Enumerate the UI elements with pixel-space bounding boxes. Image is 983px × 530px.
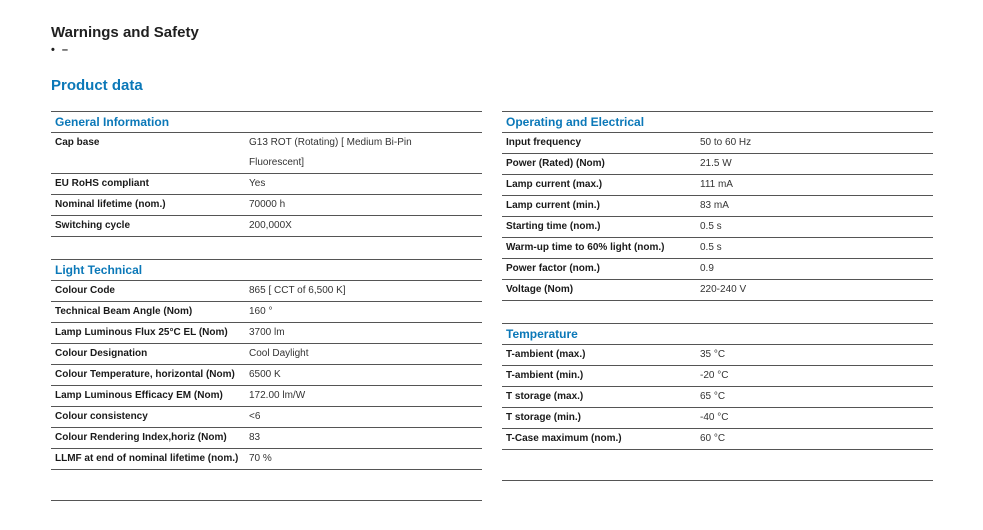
- table-row: [51, 174, 482, 195]
- table-row: [502, 154, 933, 175]
- row-value: 160 °: [249, 306, 273, 317]
- row-value: 35 °C: [700, 349, 726, 360]
- row-label: Colour Rendering Index,horiz (Nom): [55, 432, 227, 443]
- table-row: [51, 195, 482, 216]
- row-value: Yes: [249, 178, 266, 189]
- row-label: Colour Temperature, horizontal (Nom): [55, 369, 235, 380]
- row-value: G13 ROT (Rotating) [ Medium Bi-Pin Fluorescent]: [249, 137, 412, 168]
- table-row: [502, 345, 933, 366]
- row-label: Lamp Luminous Efficacy EM (Nom): [55, 390, 223, 401]
- row-label: Lamp current (max.): [506, 179, 603, 190]
- warnings-title: Warnings and Safety: [51, 24, 199, 41]
- row-value: 0.5 s: [700, 221, 722, 232]
- row-value: 70 %: [249, 453, 272, 464]
- row-label: T storage (max.): [506, 391, 584, 402]
- row-value: 200,000X: [249, 220, 292, 231]
- table-row: [502, 238, 933, 259]
- row-value: 111 mA: [700, 179, 733, 190]
- row-value: 83 mA: [700, 200, 729, 211]
- table-row: [502, 408, 933, 429]
- table-row: [51, 407, 482, 428]
- row-label: Power (Rated) (Nom): [506, 158, 605, 169]
- row-label: T-ambient (max.): [506, 349, 586, 360]
- table-row: [502, 366, 933, 387]
- table-row: [502, 387, 933, 408]
- row-value: 0.9: [700, 263, 714, 274]
- row-value: Cool Daylight: [249, 348, 309, 359]
- row-label: T-Case maximum (nom.): [506, 433, 622, 444]
- row-value: 3700 lm: [249, 327, 285, 338]
- row-label: T-ambient (min.): [506, 370, 584, 381]
- table-row: [51, 302, 482, 323]
- table-row: [51, 323, 482, 344]
- general-information-heading: General Information: [51, 111, 482, 133]
- table-row: [51, 365, 482, 386]
- table-end-rule: [502, 450, 933, 481]
- row-label: Technical Beam Angle (Nom): [55, 306, 193, 317]
- table-row: [51, 386, 482, 407]
- row-value: 83: [249, 432, 261, 443]
- table-row: [502, 217, 933, 238]
- row-label: Warm-up time to 60% light (nom.): [506, 242, 665, 253]
- table-end-rule: [51, 470, 482, 501]
- table-row: [502, 175, 933, 196]
- row-label: Nominal lifetime (nom.): [55, 199, 166, 210]
- row-label: Starting time (nom.): [506, 221, 601, 232]
- row-value: 21.5 W: [700, 158, 732, 169]
- row-label: Input frequency: [506, 137, 582, 148]
- product-data-title: Product data: [51, 77, 143, 94]
- row-value: 65 °C: [700, 391, 726, 402]
- row-label: Power factor (nom.): [506, 263, 600, 274]
- light-technical-heading: Light Technical: [51, 259, 482, 281]
- row-value: 60 °C: [700, 433, 726, 444]
- row-value: 50 to 60 Hz: [700, 137, 752, 148]
- bullet-list: • –: [51, 44, 71, 56]
- table-row: [502, 196, 933, 217]
- operating-electrical-heading: Operating and Electrical: [502, 111, 933, 133]
- group-spacer: [51, 237, 482, 259]
- row-value: <6: [249, 411, 261, 422]
- row-label: LLMF at end of nominal lifetime (nom.): [55, 453, 239, 464]
- row-label: EU RoHS compliant: [55, 178, 149, 189]
- row-label: Colour Designation: [55, 348, 148, 359]
- row-value: 220-240 V: [700, 284, 747, 295]
- row-label: Cap base: [55, 137, 100, 148]
- temperature-heading: Temperature: [502, 323, 933, 345]
- left-column: [51, 111, 482, 501]
- table-row: [502, 280, 933, 301]
- row-label: Voltage (Nom): [506, 284, 574, 295]
- table-row: [51, 344, 482, 365]
- row-value: -20 °C: [700, 370, 729, 381]
- group-spacer: [502, 301, 933, 323]
- row-label: T storage (min.): [506, 412, 582, 423]
- table-row: [51, 428, 482, 449]
- table-row: [502, 133, 933, 154]
- row-value: -40 °C: [700, 412, 729, 423]
- row-value: 70000 h: [249, 199, 286, 210]
- table-row: [51, 449, 482, 470]
- right-column: [502, 111, 933, 481]
- row-value: 0.5 s: [700, 242, 722, 253]
- row-value: 865 [ CCT of 6,500 K]: [249, 285, 346, 296]
- row-value: 6500 K: [249, 369, 281, 380]
- table-row: [502, 429, 933, 450]
- table-row: [502, 259, 933, 280]
- row-label: Colour Code: [55, 285, 115, 296]
- table-row: [51, 133, 482, 174]
- table-row: [51, 281, 482, 302]
- row-label: Lamp Luminous Flux 25°C EL (Nom): [55, 327, 228, 338]
- row-label: Colour consistency: [55, 411, 148, 422]
- row-label: Switching cycle: [55, 220, 131, 231]
- row-label: Lamp current (min.): [506, 200, 600, 211]
- row-value: 172.00 lm/W: [249, 390, 306, 401]
- table-row: [51, 216, 482, 237]
